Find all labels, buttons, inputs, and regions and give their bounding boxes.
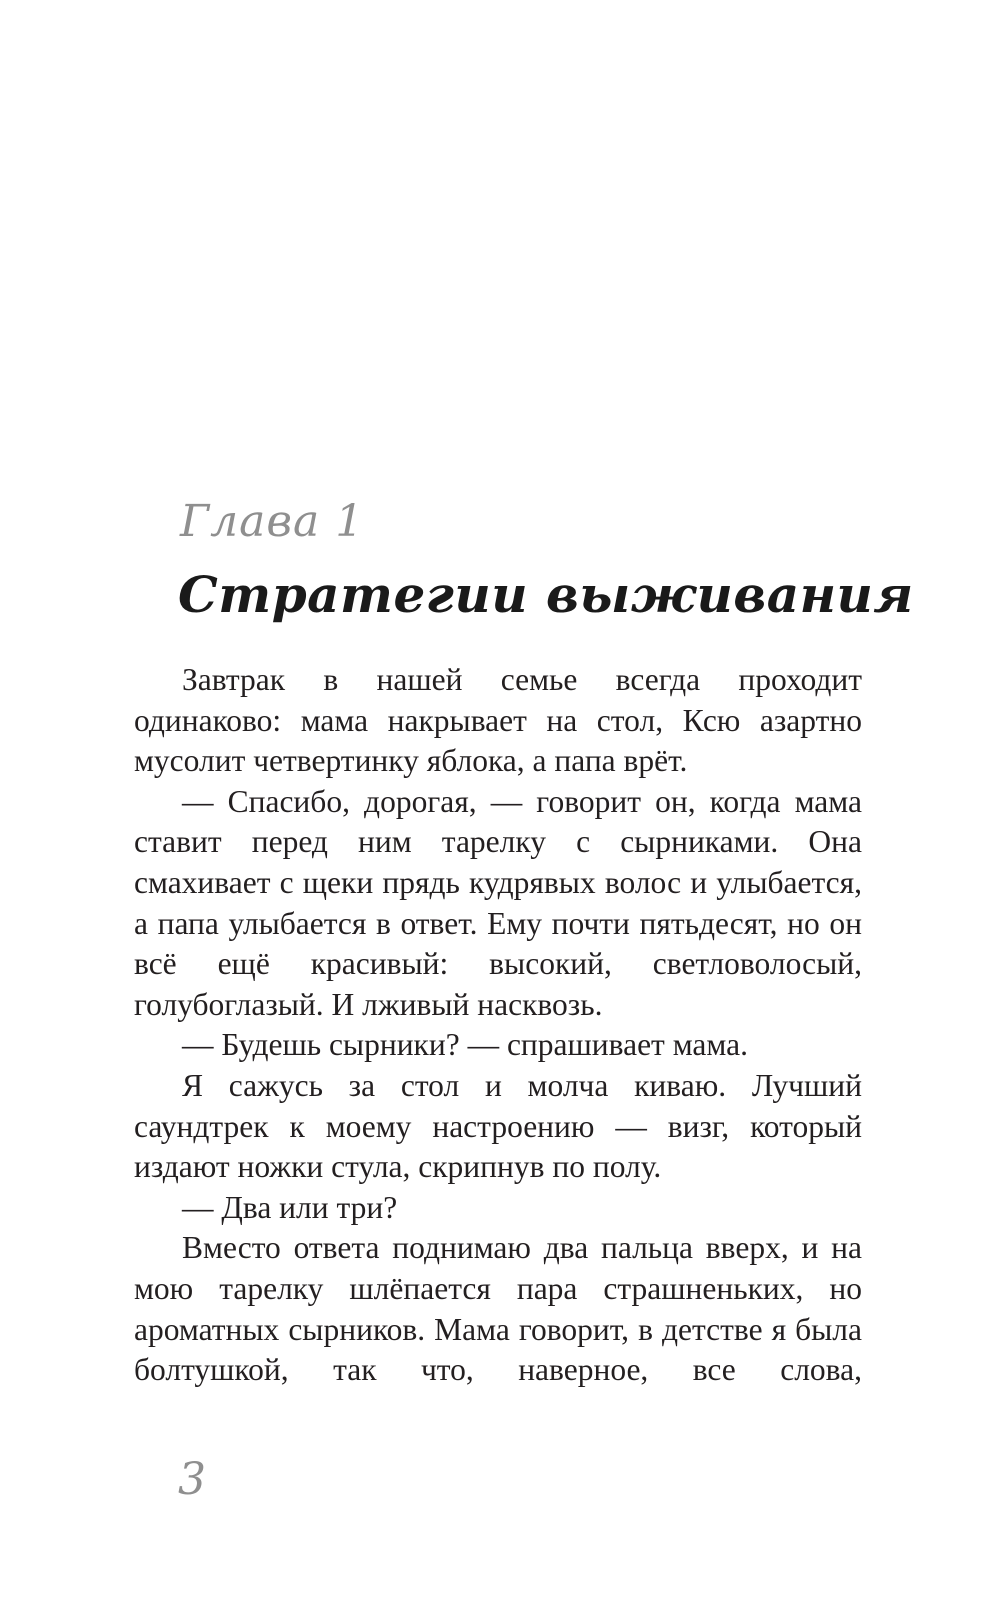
paragraph: Завтрак в нашей семье всегда проходит одинаково: мама накрывает на стол, Ксю азартно мусолит четвертинку яблока, а папа врёт. xyxy=(134,662,862,779)
page-number: 3 xyxy=(178,1454,206,1505)
paragraph: Вместо ответа поднимаю два пальца вверх, и на мою тарелку шлёпается пара страшненьких, но ароматных сырников. Мама говорит, в детстве я была болтушкой, так что, наверное, все слова, xyxy=(134,1230,862,1388)
paragraph: Я сажусь за стол и молча киваю. Лучший саундтрек к моему настроению — визг, который издают ножки стула, скрипнув по полу. xyxy=(134,1067,862,1185)
body-text xyxy=(134,660,862,1391)
chapter-title: Стратегии выживания xyxy=(178,565,914,624)
paragraph: — Два или три? xyxy=(182,1189,398,1225)
paragraph: — Спасибо, дорогая, — говорит он, когда мама ставит перед ним тарелку с сырниками. Она смахивает с щеки прядь кудрявых волос и улыбается, а папа улыбается в ответ. Ему почти пятьдесят, но он всё ещё красивый: высокий, светловолосый, голубоглазый. И лживый насквозь. xyxy=(134,783,862,1022)
chapter-label: Глава 1 xyxy=(180,496,365,547)
paragraph: — Будешь сырники? — спрашивает мама. xyxy=(182,1027,748,1063)
